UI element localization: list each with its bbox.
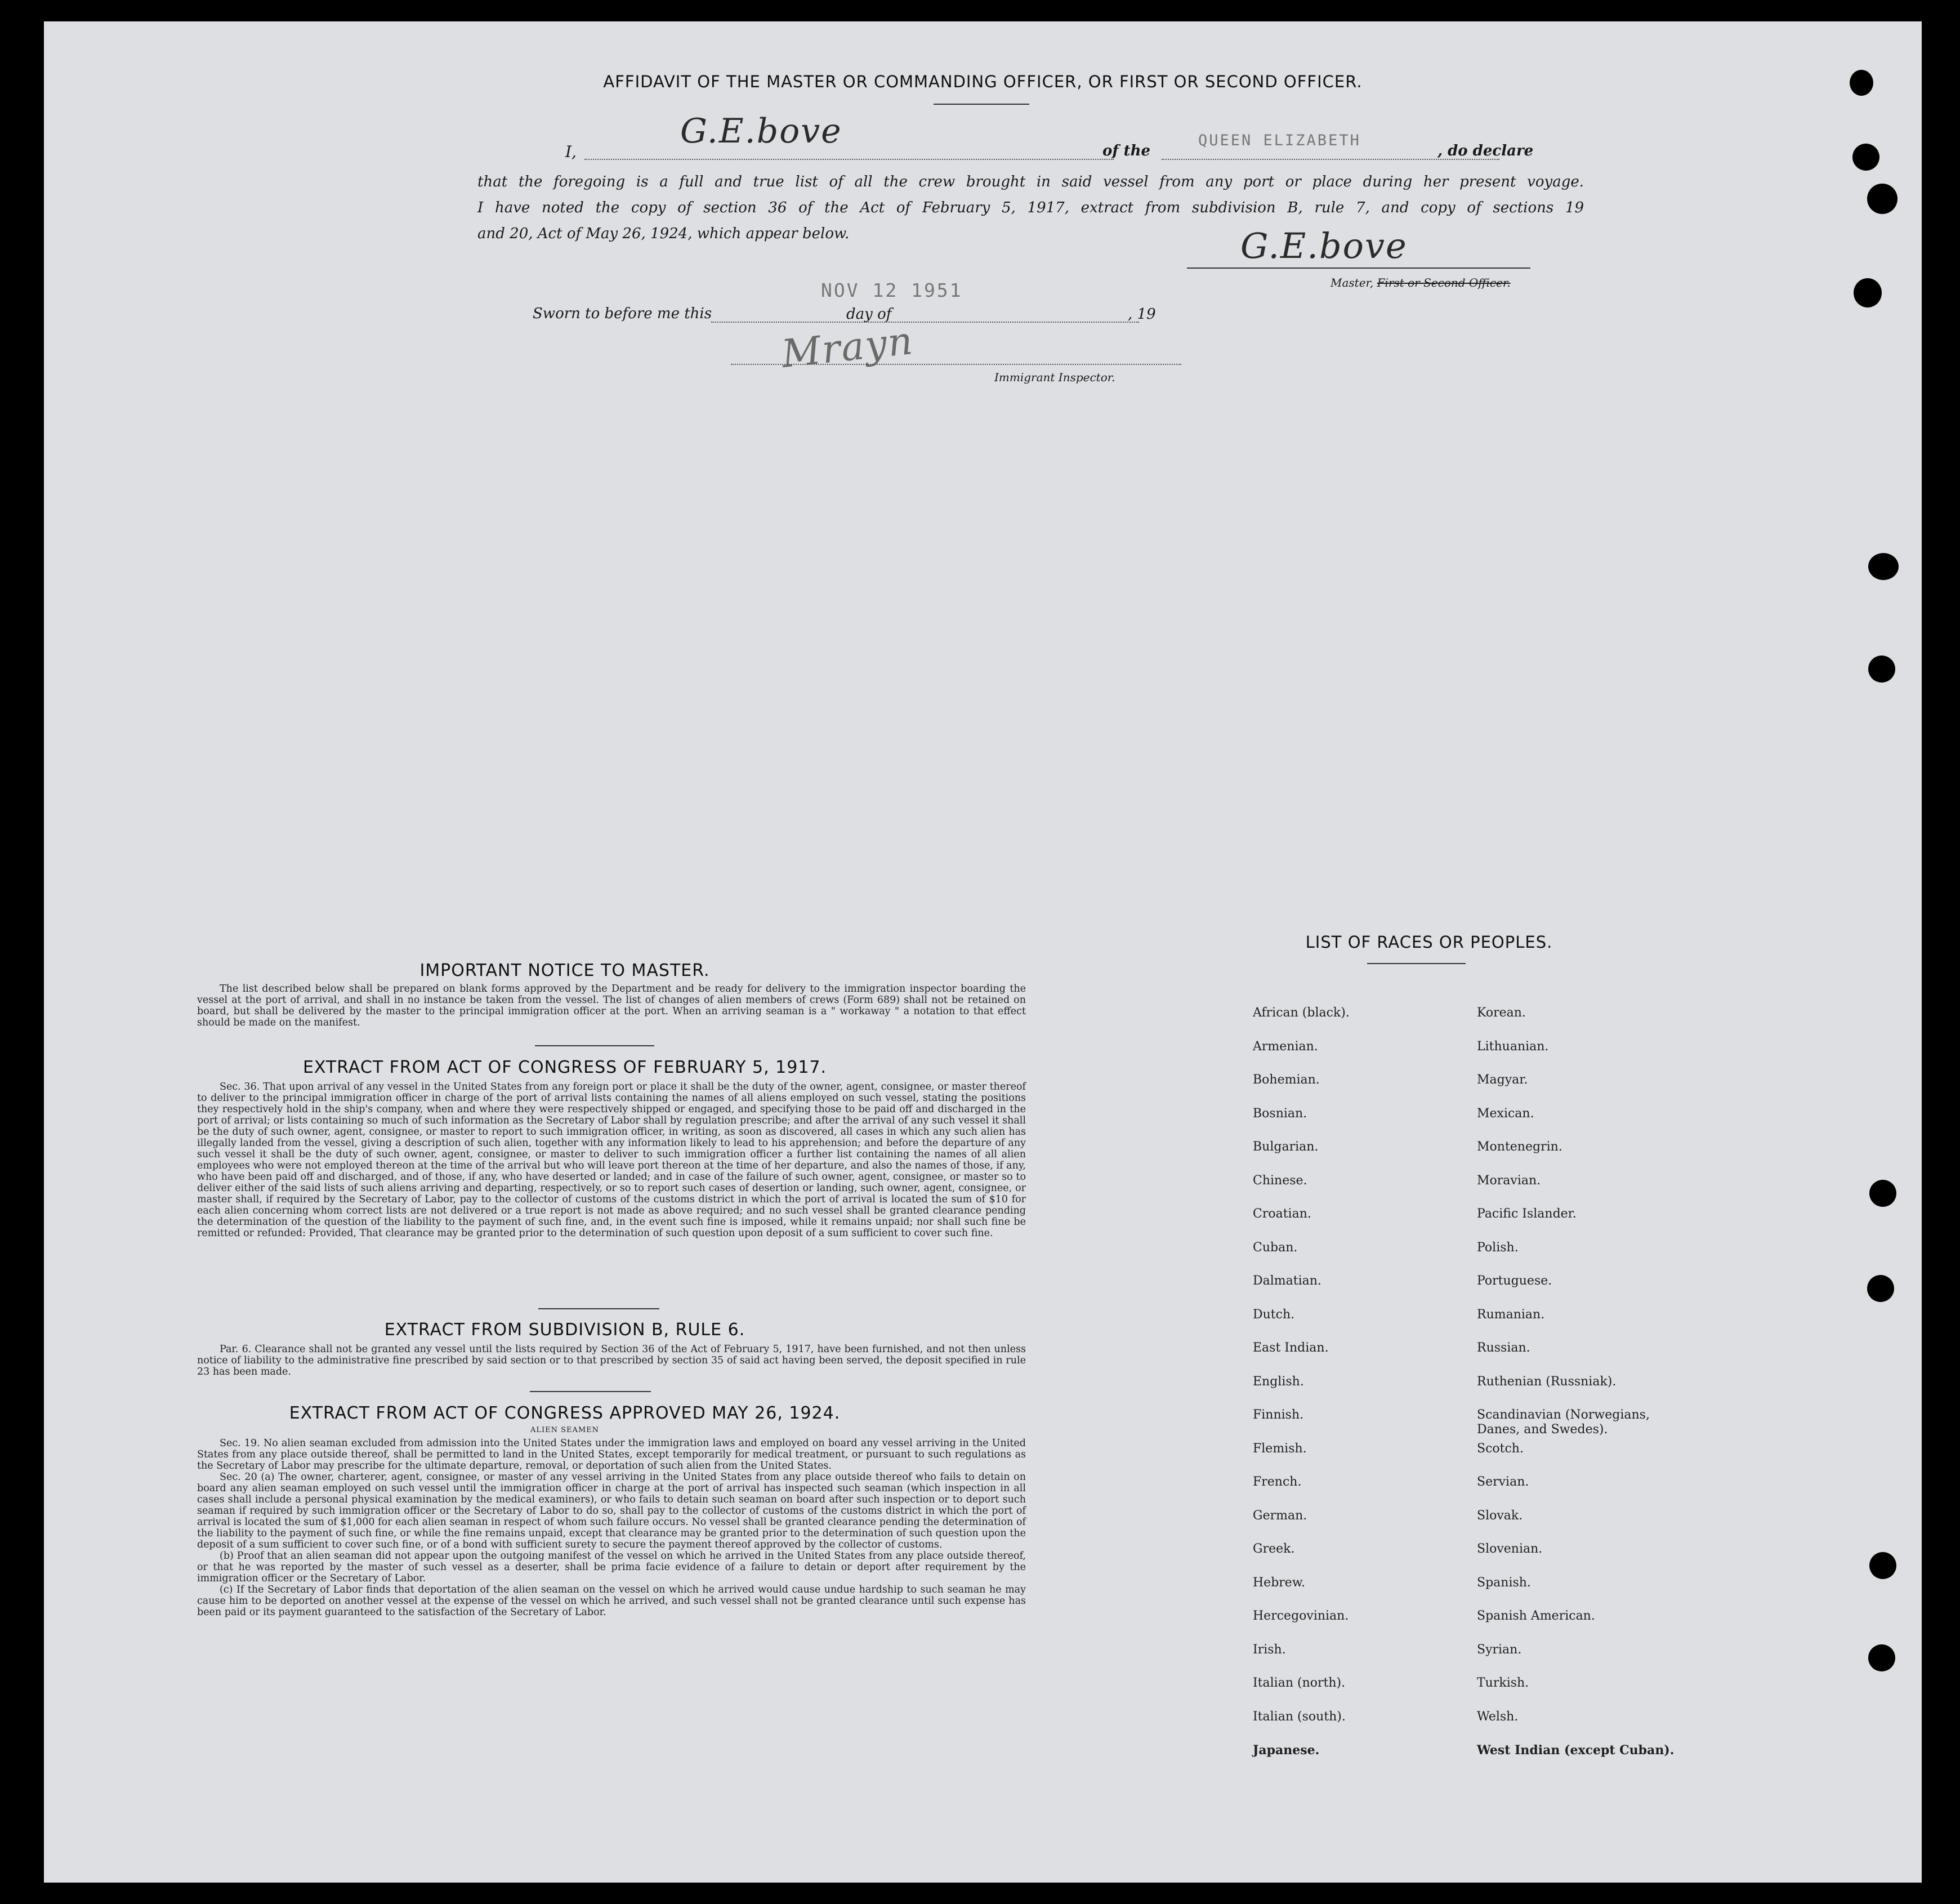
punch-hole (1868, 1644, 1895, 1671)
race-item: Scandinavian (Norwegians, Danes, and Swedes). (1477, 1408, 1650, 1437)
master-caption-struck: First or Second Officer. (1377, 276, 1511, 289)
race-item: Bohemian. (1253, 1073, 1320, 1087)
master-signature-1: G.E.bove (680, 112, 842, 151)
signature-rule (1187, 267, 1530, 269)
race-item: English. (1253, 1374, 1304, 1389)
race-item: Bulgarian. (1253, 1140, 1319, 1154)
punch-hole (1869, 1180, 1896, 1207)
race-item: Dalmatian. (1253, 1274, 1321, 1288)
race-item: Greek. (1253, 1542, 1295, 1556)
extract-1924-paragraph: Sec. 19. No alien seaman excluded from admission into the United States under the immigration laws and employed on board any vessel arriving in the United States from any place outside thereof, shall be permitted to land in the United States, except temporarily for medical treatment, or pursuant to such regulations as the Secretary of Labor may prescribe for the ultimate departure, removal, or deportation of such alien from the United States. (197, 1438, 1026, 1472)
notice-body (197, 983, 1026, 1028)
extract-1924-title: EXTRACT FROM ACT OF CONGRESS APPROVED MAY 26, 1924. (289, 1403, 841, 1423)
sworn-blank (711, 322, 1139, 323)
race-item: Cuban. (1253, 1240, 1298, 1255)
extract-1917-title: EXTRACT FROM ACT OF CONGRESS OF FEBRUARY 5, 1917. (302, 1058, 827, 1077)
race-item: Pacific Islander. (1477, 1207, 1577, 1221)
race-item: Servian. (1477, 1475, 1529, 1489)
extract-1924-paragraph: Sec. 20 (a) The owner, charterer, agent, consignee, or master of any vessel arriving in the United States from any place outside thereof who fails to detain on board any alien seaman employed on such vessel until the immigration officer in charge at the port of arrival has inspected such seaman (which inspection in all cases shall include a personal physical examination by the medical examiners), or who fails to detain such seaman on board after such inspection or to deport such seaman if required by such immigration officer or the Secretary of Labor to do so, shall pay to the collector of customs of the customs district in which the port of arrival is located the sum of $1,000 for each alien seaman in respect of whom such failure occurs. No vessel shall be granted clearance pending the determination of the liability to the payment of such fine, or while the fine remains unpaid, except that clearance may be granted prior to the determination of such question upon the deposit of a sum sufficient to cover such fine, or of a bond with sufficient surety to secure the payment thereof approved by the collector of customs. (197, 1472, 1026, 1550)
race-item: Portuguese. (1477, 1274, 1552, 1288)
race-item: Spanish. (1477, 1575, 1531, 1590)
extract-rule6-divider (530, 1391, 651, 1392)
race-item: Polish. (1477, 1240, 1519, 1255)
day-of-label: day of (846, 306, 892, 323)
race-item: Russian. (1477, 1341, 1530, 1355)
race-item: Moravian. (1477, 1173, 1541, 1188)
race-item: Dutch. (1253, 1307, 1295, 1322)
race-item: Finnish. (1253, 1408, 1304, 1422)
punch-hole (1852, 144, 1879, 171)
race-item: Bosnian. (1253, 1106, 1307, 1121)
vessel-name: QUEEN ELIZABETH (1198, 132, 1361, 149)
punch-hole (1850, 70, 1873, 96)
race-item: West Indian (except Cuban). (1477, 1743, 1675, 1758)
race-item: Korean. (1477, 1006, 1526, 1020)
punch-hole (1868, 656, 1895, 683)
sworn-label: Sworn to before me this (533, 305, 712, 322)
race-item: Mexican. (1477, 1106, 1534, 1121)
race-item: Italian (north). (1253, 1676, 1346, 1690)
race-item: Hebrew. (1253, 1575, 1306, 1590)
notice-paragraph: The list described below shall be prepared on blank forms approved by the Department and be ready for delivery to the immigration inspector boarding the vessel at the port of arrival, and shall in no instance be taken from the vessel. The list of changes of alien members of crews (Form 689) shall not be retained on board, but shall be delivered by the master to the principal immigration officer at the port. When an arriving seaman is a " workaway " a notation to that effect should be made on the manifest. (197, 983, 1026, 1028)
punch-hole (1867, 184, 1898, 214)
document-page (44, 21, 1922, 1883)
do-declare-label: , do declare (1437, 142, 1534, 159)
affidavit-line-2: I have noted the copy of section 36 of the Act of February 5, 1917, extract from subdivision B, rule 7, and copy of sections 19 (477, 199, 1584, 216)
extract-1924-paragraph: (c) If the Secretary of Labor finds that deportation of the alien seaman on the vessel on which he arrived would cause undue hardship to such seaman he may cause him to be deported on another vessel at the expense of the vessel on which he arrived, and such vessel shall not be granted clearance until such expense has been paid or its payment guaranteed to the satisfaction of the Secretary of Labor. (197, 1584, 1026, 1618)
affidavit-text (477, 169, 1584, 247)
master-caption (1331, 276, 1511, 289)
race-item: African (black). (1253, 1006, 1350, 1020)
year-label: , 19 (1128, 306, 1156, 323)
extract-1924-paragraph: (b) Proof that an alien seaman did not appear upon the outgoing manifest of the vessel on which he arrived in the United States from any place outside thereof, or that he was reported by the master of such vessel as a deserter, shall be prima facie evidence of a failure to detain or deport after requirement by the immigration officer or the Secretary of Labor. (197, 1550, 1026, 1584)
extract-rule6-paragraph: Par. 6. Clearance shall not be granted any vessel until the lists required by Section 36 of the Act of February 5, 1917, have been furnished, and not then unless notice of liability to the administrative fine prescribed by said section or to that prescribed by section 35 of said act having been served, the deposit specified in rule 23 has been made. (197, 1344, 1026, 1377)
inspector-signature: Mrayn (779, 318, 916, 377)
race-item: Irish. (1253, 1642, 1286, 1657)
race-item: Flemish. (1253, 1441, 1307, 1456)
of-the-label: of the (1102, 142, 1151, 159)
race-item: German. (1253, 1508, 1307, 1523)
race-item: Turkish. (1477, 1676, 1529, 1690)
notice-title: IMPORTANT NOTICE TO MASTER. (419, 961, 710, 980)
affidavit-title: AFFIDAVIT OF THE MASTER OR COMMANDING OFFICER, OR FIRST OR SECOND OFFICER. (603, 72, 1363, 91)
punch-hole (1854, 278, 1882, 307)
race-item: Scotch. (1477, 1441, 1524, 1456)
inspector-blank (731, 364, 1181, 365)
race-item: Croatian. (1253, 1207, 1311, 1221)
affidavit-line-1: that the foregoing is a full and true list of all the crew brought in said vessel from any port or place during her present voyage. (477, 173, 1584, 190)
extract-1917-divider (538, 1308, 659, 1309)
title-divider (934, 104, 1029, 105)
race-item: Japanese. (1253, 1743, 1320, 1758)
punch-hole (1867, 1275, 1894, 1302)
punch-hole (1869, 1552, 1896, 1579)
extract-rule6-body (197, 1344, 1026, 1377)
race-item: Montenegrin. (1477, 1140, 1562, 1154)
race-item: Armenian. (1253, 1039, 1318, 1054)
extract-1924-body (197, 1438, 1026, 1618)
race-item: Chinese. (1253, 1173, 1307, 1188)
affidavit-line-3: and 20, Act of May 26, 1924, which appear below. (477, 225, 850, 242)
inspector-caption: Immigrant Inspector. (994, 371, 1115, 384)
race-item: Welsh. (1477, 1709, 1519, 1724)
race-item: Spanish American. (1477, 1609, 1595, 1623)
name-blank (584, 159, 1114, 160)
master-signature-2: G.E.bove (1240, 225, 1408, 266)
race-item: East Indian. (1253, 1341, 1329, 1355)
master-caption-prefix: Master, (1331, 276, 1374, 289)
race-item: French. (1253, 1475, 1302, 1489)
i-label: I, (565, 142, 577, 161)
extract-1917-body (197, 1081, 1026, 1239)
extract-rule6-title: EXTRACT FROM SUBDIVISION B, RULE 6. (384, 1320, 745, 1340)
race-item: Hercegovinian. (1253, 1609, 1349, 1623)
race-item: Syrian. (1477, 1642, 1522, 1657)
race-item: Rumanian. (1477, 1307, 1545, 1322)
date-stamp: NOV 12 1951 (821, 279, 963, 301)
race-item: Lithuanian. (1477, 1039, 1549, 1054)
races-title: LIST OF RACES OR PEOPLES. (1305, 933, 1553, 952)
extract-1924-subtitle: ALIEN SEAMEN (530, 1426, 600, 1434)
race-item: Slovak. (1477, 1508, 1523, 1523)
race-item: Ruthenian (Russniak). (1477, 1374, 1617, 1389)
notice-divider (535, 1045, 654, 1046)
race-item: Slovenian. (1477, 1542, 1543, 1556)
extract-1917-paragraph: Sec. 36. That upon arrival of any vessel in the United States from any foreign port or place it shall be the duty of the owner, agent, consignee, or master thereof to deliver to the principal immigration officer in charge of the port of arrival lists containing the names of all aliens employed on such vessel, stating the positions they respectively hold in the ship's company, when and where they were respectively shipped or engaged, and specifying those to be paid off and discharged in the port of arrival; or lists containing so much of such information as the Secretary of Labor shall by regulation prescribe; and after the arrival of any such vessel it shall be the duty of such owner, agent, consignee, or master to report to such immigration officer, in writing, as soon as discovered, all cases in which any such alien has illegally landed from the vessel, giving a description of such alien, together with any information likely to lead to his apprehension; and before the departure of any such vessel it shall be the duty of such owner, agent, consignee, or master to deliver to such immigration officer a further list containing the names of all alien employees who were not employed thereon at the time of the arrival but who will leave port thereon at the time of her departure, and also the names of those, if any, who have been paid off and discharged, and of those, if any, who have deserted or landed; and in case of the failure of such owner, agent, consignee, or master so to deliver either of the said lists of such aliens arriving and departing, respectively, or so to report such cases of desertion or landing, such owner, agent, consignee, or master shall, if required by the Secretary of Labor, pay to the collector of customs of the customs district in which the port of arrival is located the sum of $10 for each alien concerning whom correct lists are not delivered or a true report is not made as above required; and no such vessel shall be granted clearance pending the determination of the question of the liability to the payment of such fine, and, in the event such fine is imposed, while it remains unpaid; nor shall such fine be remitted or refunded: Provided, That clearance may be granted prior to the determination of such question upon deposit of a sum sufficient to cover such fine. (197, 1081, 1026, 1239)
race-item: Italian (south). (1253, 1709, 1346, 1724)
race-item: Magyar. (1477, 1073, 1528, 1087)
races-divider (1367, 963, 1466, 964)
punch-hole (1868, 553, 1899, 580)
